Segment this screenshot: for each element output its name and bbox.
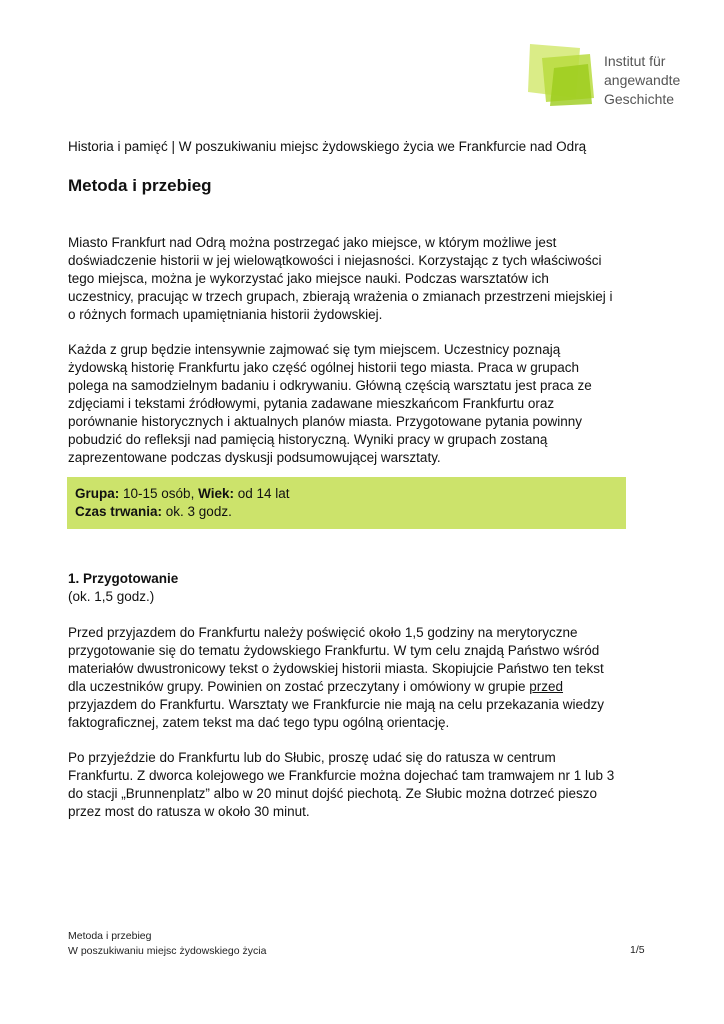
group-label: Grupa: — [75, 486, 120, 501]
info-line-group-age — [75, 486, 290, 501]
p3-underlined-word: przed — [529, 679, 564, 694]
group-value: 10-15 osób, — [119, 486, 199, 501]
duration-value: ok. 3 godz. — [162, 504, 232, 519]
info-line-duration — [75, 504, 232, 519]
footer-line-2: W poszukiwaniu miejsc żydowskiego życia — [68, 945, 267, 957]
logo-square-dark — [550, 64, 592, 106]
logo-line-1: Institut für — [604, 53, 666, 69]
logo-text — [604, 52, 680, 109]
paragraph-groups: Każda z grup będzie intensywnie zajmować się tym miejscem. Uczestnicy poznają żydowską historię Frankfurtu jako część ogólnej historii tego miasta. Praca w grupach polega na samodzielnym badaniu i odkrywaniu. Główną częścią warsztatu jest praca ze zdjęciami i tekstami źródłowymi, pytania zadawane mieszkańcom Frankfurtu oraz porównanie historycznych i aktualnych planów miasta. Przygotowane pytania powinny pobudzić do refleksji nad pamięcią historyczną. Wyniki pracy w grupach zostaną zaprezentowane podczas dyskusji podsumowującej warsztaty. — [68, 342, 592, 465]
footer-line-1: Metoda i przebieg — [68, 930, 152, 942]
age-label: Wiek: — [198, 486, 234, 501]
paragraph-intro: Miasto Frankfurt nad Odrą można postrzegać jako miejsce, w którym możliwe jest doświadczenie historii w jej wielowątkowości i niejasności. Korzystając z tych właściwości tego miejsca, można je wykorzystać jako miejsce nauki. Podczas warsztatów ich uczestnicy, pracując w trzech grupach, zbierają wrażenia o zmianach przestrzeni miejskiej i o różnych formach upamiętniania historii żydowskiej. — [68, 235, 613, 322]
page-title: Metoda i przebieg — [68, 176, 212, 195]
duration-label: Czas trwania: — [75, 504, 163, 519]
p3-text-after: przyjazdem do Frankfurtu. Warsztaty we Frankfurcie nie mają na celu przekazania wiedzy faktograficznej, zatem tekst ma dać tego typu ogólną orientację. — [68, 697, 604, 730]
age-value: od 14 lat — [233, 486, 290, 501]
page-number: 1/5 — [630, 944, 645, 956]
p3-text-before: Przed przyjazdem do Frankfurtu należy poświęcić około 1,5 godziny na merytoryczne przygotowanie się do tematu żydowskiego Frankfurtu. W tym celu znajdą Państwo wśród materiałów dwustronicowy tekst o żydowskiej historii miasta. Skopiujcie Państwo ten tekst dla uczestników grupy. Powinien on zostać przeczytany i omówiony w grupie — [68, 625, 604, 694]
paragraph-arrival: Po przyjeździe do Frankfurtu lub do Słubic, proszę udać się do ratusza w centrum Frankfurtu. Z dworca kolejowego we Frankfurcie można dojechać tam tramwajem nr 1 lub 3 do stacji „Brunnenplatz” albo w 20 minut dojść piechotą. Ze Słubic można dotrzeć pieszo przez most do ratusza w około 30 minut. — [68, 750, 615, 819]
logo-line-2: angewandte — [604, 72, 681, 88]
document-subtitle: Historia i pamięć | W poszukiwaniu miejsc żydowskiego życia we Frankfurcie nad Odrą — [68, 139, 587, 154]
footer — [68, 929, 266, 959]
logo-line-3: Geschichte — [604, 91, 675, 107]
paragraph-preparation — [68, 624, 616, 732]
section-heading-preparation: 1. Przygotowanie — [68, 571, 179, 586]
section-subheading-duration: (ok. 1,5 godz.) — [68, 589, 155, 604]
info-box — [67, 477, 626, 529]
